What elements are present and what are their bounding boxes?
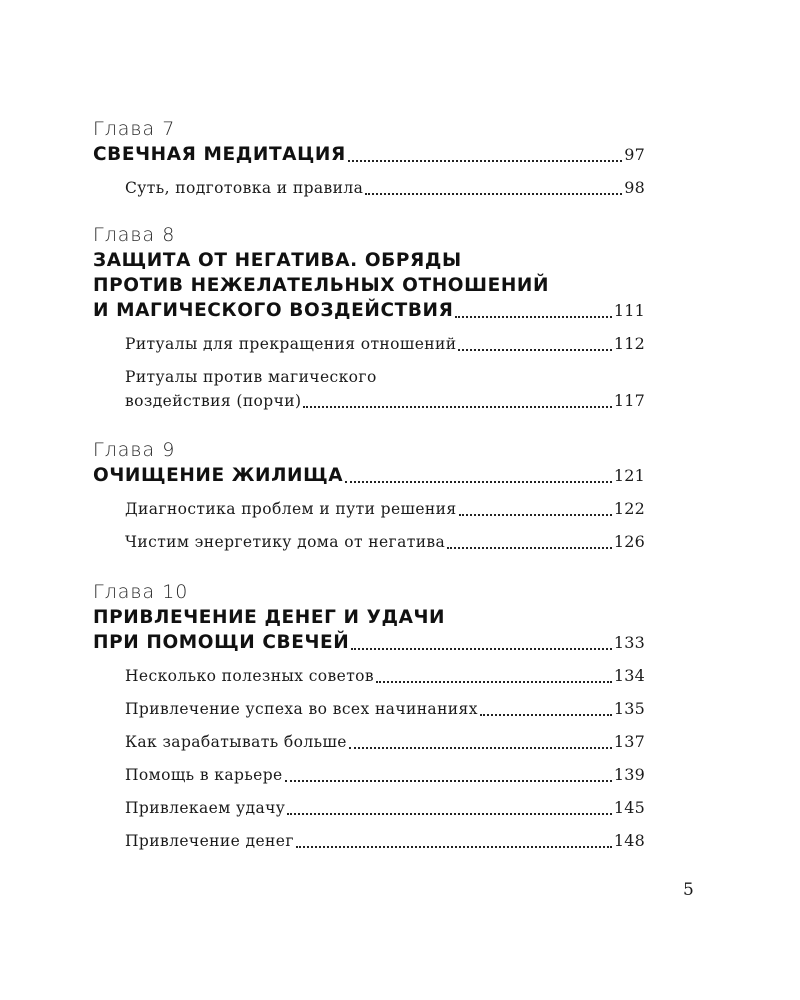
dot-leader <box>376 681 612 683</box>
chapter-8 <box>93 222 645 413</box>
section-title: Диагностика проблем и пути решения <box>125 500 457 518</box>
section-entry[interactable] <box>93 730 645 754</box>
section-title: Ритуалы для прекращения отношений <box>125 335 457 353</box>
section-title: Ритуалы против магического <box>125 368 377 386</box>
chapter-title[interactable] <box>93 248 645 323</box>
dot-leader <box>447 547 612 549</box>
section-entry[interactable] <box>93 697 645 721</box>
chapter-title-line: ПРОТИВ НЕЖЕЛАТЕЛЬНЫХ ОТНОШЕНИЙ <box>93 275 550 296</box>
section-page: 145 <box>613 798 645 817</box>
chapter-title-line: ЗАЩИТА ОТ НЕГАТИВА. ОБРЯДЫ <box>93 250 462 271</box>
section-page: 122 <box>613 499 645 518</box>
table-of-contents <box>93 116 645 853</box>
section-title: воздействия (порчи) <box>125 392 302 410</box>
section-entry[interactable] <box>93 796 645 820</box>
section-title: Чистим энергетику дома от негатива <box>125 533 446 551</box>
dot-leader <box>458 349 611 351</box>
chapter-10 <box>93 579 645 853</box>
dot-leader <box>349 747 612 749</box>
dot-leader <box>296 846 612 848</box>
dot-leader <box>285 780 612 782</box>
section-title: Суть, подготовка и правила <box>125 179 364 197</box>
section-page: 135 <box>613 699 645 718</box>
chapter-7 <box>93 116 645 200</box>
section-entry[interactable] <box>93 176 645 200</box>
section-title: Помощь в карьере <box>125 766 283 784</box>
section-page: 112 <box>613 334 645 353</box>
section-title: Привлекаем удачу <box>125 799 286 817</box>
section-entry[interactable] <box>93 332 645 356</box>
section-page: 126 <box>613 532 645 551</box>
section-page: 137 <box>613 732 645 751</box>
section-page: 148 <box>613 831 645 850</box>
section-page: 117 <box>613 391 645 410</box>
chapter-title-line: И МАГИЧЕСКОГО ВОЗДЕЙСТВИЯ <box>93 300 454 321</box>
section-title: Привлечение успеха во всех начинаниях <box>125 700 478 718</box>
chapter-title-line: ПРИ ПОМОЩИ СВЕЧЕЙ <box>93 632 350 653</box>
chapter-label: Глава 9 <box>93 439 176 461</box>
section-title: Как зарабатывать больше <box>125 733 347 751</box>
chapter-page: 133 <box>613 633 645 652</box>
section-title: Привлечение денег <box>125 832 294 850</box>
dot-leader <box>459 514 612 516</box>
chapter-title-line: ПРИВЛЕЧЕНИЕ ДЕНЕГ И УДАЧИ <box>93 607 446 628</box>
section-entry[interactable] <box>93 664 645 688</box>
chapter-page: 97 <box>624 145 645 164</box>
chapter-title-line: СВЕЧНАЯ МЕДИТАЦИЯ <box>93 144 346 165</box>
chapter-label: Глава 10 <box>93 581 189 603</box>
chapter-title[interactable] <box>93 605 645 655</box>
dot-leader <box>348 160 622 162</box>
chapter-page: 111 <box>613 301 645 320</box>
dot-leader <box>351 648 612 650</box>
section-title: Несколько полезных советов <box>125 667 375 685</box>
section-entry[interactable] <box>93 530 645 554</box>
dot-leader <box>455 316 611 318</box>
chapter-label: Глава 8 <box>93 224 176 246</box>
dot-leader <box>365 193 622 195</box>
section-page: 134 <box>613 666 645 685</box>
dot-leader <box>303 406 611 408</box>
chapter-title[interactable] <box>93 142 645 167</box>
section-entry[interactable] <box>93 497 645 521</box>
page-number: 5 <box>683 880 694 900</box>
section-page: 98 <box>624 178 645 197</box>
chapter-title[interactable] <box>93 463 645 488</box>
dot-leader <box>480 714 612 716</box>
section-entry[interactable] <box>93 365 645 413</box>
dot-leader <box>287 813 612 815</box>
chapter-page: 121 <box>613 466 645 485</box>
chapter-9 <box>93 437 645 554</box>
section-entry[interactable] <box>93 829 645 853</box>
section-page: 139 <box>613 765 645 784</box>
section-entry[interactable] <box>93 763 645 787</box>
dot-leader <box>345 481 612 483</box>
chapter-label: Глава 7 <box>93 118 176 140</box>
chapter-title-line: ОЧИЩЕНИЕ ЖИЛИЩА <box>93 465 344 486</box>
